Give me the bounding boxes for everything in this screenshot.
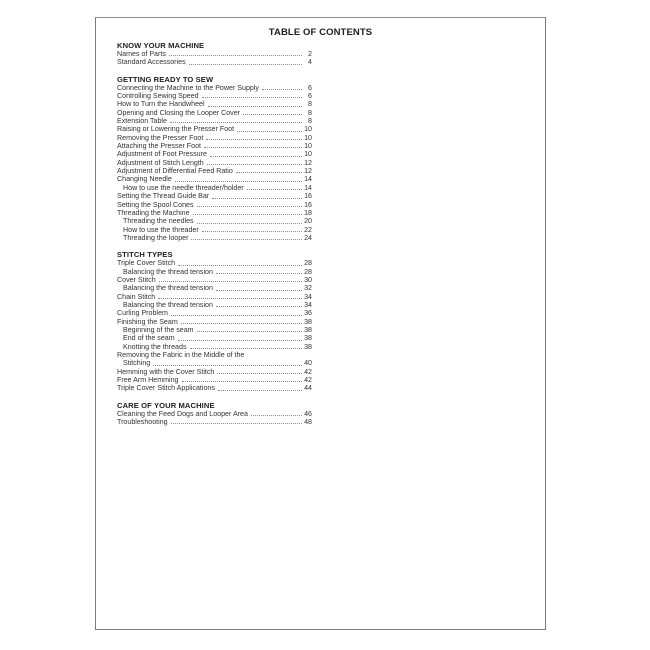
toc-entry (117, 418, 312, 426)
entry-label: Balancing the thread tension (123, 284, 213, 293)
entry-label: How to use the needle threader/holder (123, 183, 244, 192)
page-number: 34 (304, 292, 312, 301)
dot-leader (159, 281, 302, 282)
entry-label: Standard Accessories (117, 58, 186, 67)
document-page (95, 17, 546, 630)
dot-leader (217, 373, 302, 374)
entry-label: Finishing the Seam (117, 317, 178, 326)
page-number: 32 (304, 284, 312, 293)
dot-leader (193, 214, 302, 215)
section-heading: GETTING READY TO SEW (117, 74, 214, 84)
entry-label: Names of Parts (117, 50, 166, 58)
dot-leader (178, 265, 302, 266)
entry-label: Setting the Thread Guide Bar (117, 192, 210, 201)
dot-leader (153, 365, 302, 366)
table-of-contents (117, 41, 312, 434)
entry-label: Removing the Presser Foot (117, 133, 204, 142)
page-number: 12 (304, 158, 312, 167)
toc-entry (117, 293, 312, 301)
dot-leader (190, 348, 303, 349)
toc-subentry (117, 268, 312, 276)
page-number: 38 (304, 325, 312, 334)
toc-entry (117, 142, 312, 150)
entry-label: How to use the threader (123, 225, 199, 234)
page-number: 4 (308, 58, 312, 67)
dot-leader (169, 55, 302, 56)
page-number: 6 (308, 92, 312, 101)
entry-label: Adjustment of Stitch Length (117, 158, 204, 167)
entry-label: Attaching the Presser Foot (117, 142, 201, 151)
dot-leader (247, 189, 302, 190)
entry-label: Cleaning the Feed Dogs and Looper Area (117, 409, 248, 418)
toc-subentry (117, 217, 312, 225)
entry-label: Threading the Machine (117, 208, 190, 217)
toc-entry (117, 309, 312, 317)
page-number: 28 (304, 267, 312, 276)
entry-label: Hemming with the Cover Stitch (117, 367, 215, 376)
toc-entry (117, 50, 312, 58)
toc-section (117, 41, 312, 67)
page-number: 6 (308, 83, 312, 92)
entry-label: Opening and Closing the Looper Cover (117, 108, 241, 117)
entry-label: How to Turn the Handwheel (117, 100, 205, 109)
entry-label: Threading the needles (123, 217, 194, 226)
page-number: 36 (304, 309, 312, 318)
page-number: 38 (304, 334, 312, 343)
dot-leader (175, 181, 302, 182)
toc-entry (117, 276, 312, 284)
dot-leader (216, 306, 302, 307)
page-number: 30 (304, 275, 312, 284)
toc-entry (117, 159, 312, 167)
entry-label: Threading the looper (123, 233, 189, 242)
entry-label: Stitching (123, 359, 151, 368)
dot-leader (208, 106, 302, 107)
page-number: 44 (304, 384, 312, 393)
page-number: 40 (304, 359, 312, 368)
dot-leader (218, 390, 302, 391)
entry-label: Triple Cover Stitch (117, 259, 176, 268)
page-number: 10 (304, 133, 312, 142)
page-number: 24 (304, 233, 312, 242)
entry-label: Balancing the thread tension (123, 267, 213, 276)
page-number: 2 (308, 50, 312, 58)
toc-subentry (117, 359, 312, 367)
page-number: 42 (304, 367, 312, 376)
entry-label: Beginning of the seam (123, 325, 194, 334)
toc-entry (117, 318, 312, 326)
dot-leader (178, 340, 302, 341)
entry-label: Chain Stitch (117, 292, 156, 301)
toc-entry (117, 192, 312, 200)
dot-leader (216, 290, 302, 291)
page-number: 8 (308, 108, 312, 117)
dot-leader (202, 231, 302, 232)
page-number: 34 (304, 300, 312, 309)
dot-leader (158, 298, 302, 299)
dot-leader (170, 122, 302, 123)
dot-leader (251, 415, 302, 416)
entry-label: Knotting the threads (123, 342, 187, 351)
toc-entry (117, 175, 312, 183)
entry-label: Cover Stitch (117, 275, 156, 284)
toc-entry (117, 368, 312, 376)
dot-leader (212, 198, 302, 199)
page-number: 8 (308, 117, 312, 126)
dot-leader (197, 206, 302, 207)
page-number: 22 (304, 225, 312, 234)
toc-subentry (117, 343, 312, 351)
toc-entry (117, 410, 312, 418)
page-number: 38 (304, 342, 312, 351)
toc-entry (117, 100, 312, 108)
dot-leader (236, 172, 302, 173)
toc-entry (117, 58, 312, 66)
entry-label: Triple Cover Stitch Applications (117, 384, 215, 393)
entry-label: Adjustment of Foot Pressure (117, 150, 207, 159)
dot-leader (189, 64, 302, 65)
dot-leader (204, 147, 302, 148)
toc-subentry (117, 284, 312, 292)
toc-subentry (117, 301, 312, 309)
toc-entry (117, 209, 312, 217)
entry-label: End of the seam (123, 334, 175, 343)
entry-label: Balancing the thread tension (123, 300, 213, 309)
page-number: 8 (308, 100, 312, 109)
dot-leader (237, 131, 302, 132)
section-heading: CARE OF YOUR MACHINE (117, 400, 215, 410)
dot-leader (197, 331, 302, 332)
toc-entry (117, 134, 312, 142)
entry-label: Connecting the Machine to the Power Supply (117, 83, 259, 92)
page-title: TABLE OF CONTENTS (268, 27, 373, 38)
entry-label: Free Arm Hemming (117, 376, 179, 385)
toc-subentry (117, 334, 312, 342)
page-number: 12 (304, 167, 312, 176)
toc-section (117, 250, 312, 393)
toc-entry (117, 117, 312, 125)
entry-label: Curling Problem (117, 309, 168, 318)
dot-leader (202, 97, 302, 98)
page-number: 10 (304, 150, 312, 159)
page-number: 10 (304, 125, 312, 134)
page-number: 20 (304, 217, 312, 226)
dot-leader (171, 315, 302, 316)
entry-label: Controlling Sewing Speed (117, 92, 199, 101)
toc-entry (117, 376, 312, 384)
toc-entry (117, 92, 312, 100)
dot-leader (182, 381, 303, 382)
page-number: 14 (304, 183, 312, 192)
page-number: 16 (304, 192, 312, 201)
toc-section (117, 401, 312, 427)
toc-entry (117, 259, 312, 267)
dot-leader (216, 273, 302, 274)
entry-label: Adjustment of Differential Feed Ratio (117, 167, 233, 176)
entry-label: Raising or Lowering the Presser Foot (117, 125, 235, 134)
page-number: 38 (304, 317, 312, 326)
entry-label: Troubleshooting (117, 418, 168, 427)
page-number: 14 (304, 175, 312, 184)
entry-label: Removing the Fabric in the Middle of the (117, 351, 245, 359)
toc-subentry (117, 326, 312, 334)
toc-subentry (117, 184, 312, 192)
page-number: 18 (304, 208, 312, 217)
dot-leader (206, 139, 302, 140)
toc-entry (117, 201, 312, 209)
section-heading: KNOW YOUR MACHINE (117, 41, 205, 50)
entry-label: Changing Needle (117, 175, 172, 184)
toc-entry (117, 125, 312, 133)
dot-leader (191, 239, 302, 240)
toc-entry (117, 84, 312, 92)
dot-leader (181, 323, 302, 324)
toc-subentry (117, 226, 312, 234)
page-number: 42 (304, 376, 312, 385)
dot-leader (243, 114, 302, 115)
dot-leader (197, 223, 302, 224)
page-number: 16 (304, 200, 312, 209)
page-number: 48 (304, 418, 312, 427)
section-heading: STITCH TYPES (117, 250, 173, 260)
page-number: 28 (304, 259, 312, 268)
toc-entry (117, 351, 312, 359)
dot-leader (171, 423, 302, 424)
dot-leader (262, 89, 302, 90)
toc-entry (117, 384, 312, 392)
entry-label: Extension Table (117, 117, 167, 126)
toc-subentry (117, 234, 312, 242)
dot-leader (210, 156, 302, 157)
toc-entry (117, 167, 312, 175)
page-number: 10 (304, 142, 312, 151)
toc-section (117, 75, 312, 243)
toc-entry (117, 150, 312, 158)
dot-leader (207, 164, 302, 165)
entry-label: Setting the Spool Cones (117, 200, 194, 209)
page-number: 46 (304, 409, 312, 418)
toc-entry (117, 109, 312, 117)
